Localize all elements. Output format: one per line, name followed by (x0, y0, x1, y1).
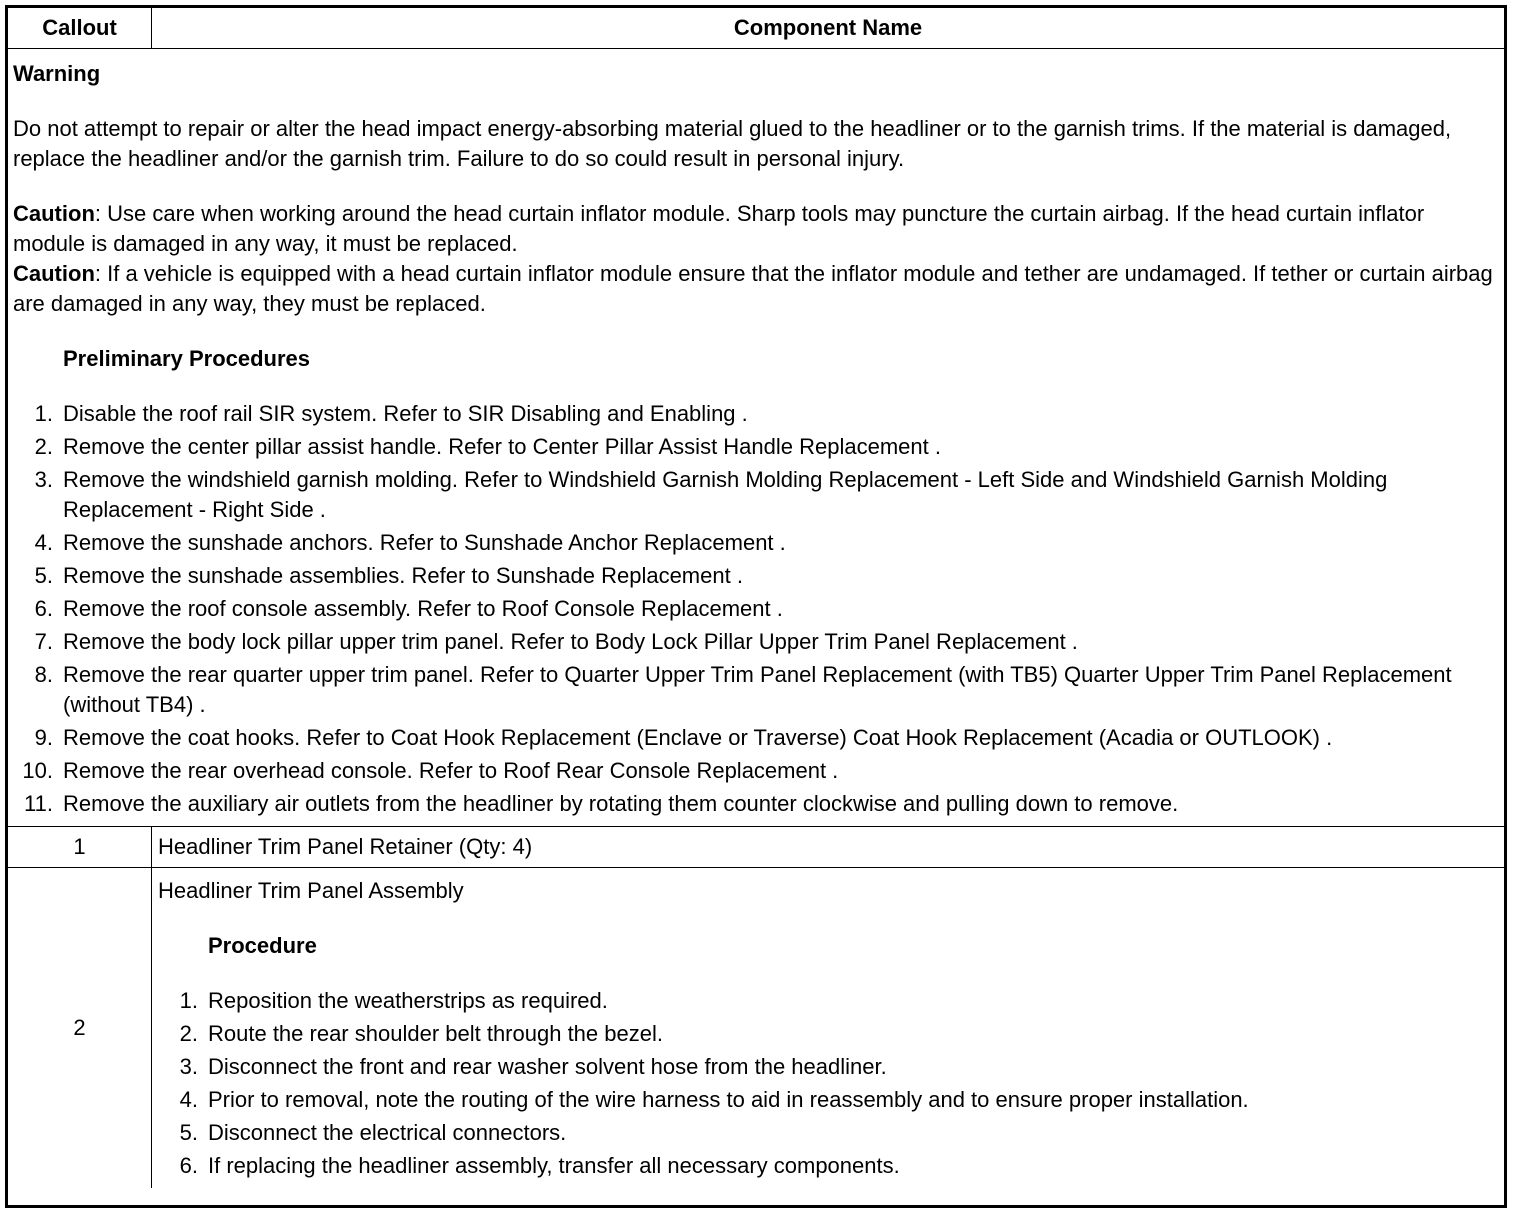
list-item (158, 1118, 1499, 1148)
list-item (13, 528, 1499, 558)
procedure-title: Procedure (208, 933, 317, 958)
procedure-steps-list (158, 986, 1499, 1181)
list-item (13, 660, 1499, 720)
warning-text: Do not attempt to repair or alter the head impact energy-absorbing material glued to the headliner or to the garnish trims. If the material is damaged, replace the headliner and/or the garnish trim. Failure to do so could result in personal injury. (13, 116, 1452, 171)
step-text: Remove the sunshade anchors. Refer to Sunshade Anchor Replacement . (63, 530, 786, 555)
table-row (8, 827, 1504, 868)
step-number: 5. (34, 563, 53, 588)
caution-text: : If a vehicle is equipped with a head curtain inflator module ensure that the inflator module and tether are undamaged. If tether or curtain airbag are damaged in any way, they must be replaced. (13, 261, 1493, 316)
component-table-document (5, 5, 1507, 1208)
step-number: 6. (34, 596, 53, 621)
table-header-row (8, 8, 1504, 49)
step-number: 10. (22, 758, 53, 783)
component-name-header: Component Name (152, 8, 1505, 49)
caution-label: Caution (13, 261, 95, 286)
step-text: Disconnect the front and rear washer solvent hose from the headliner. (208, 1054, 887, 1079)
step-number: 9. (34, 725, 53, 750)
component-cell (152, 868, 1505, 1189)
preliminary-procedures-title: Preliminary Procedures (63, 346, 311, 371)
step-text: Remove the coat hooks. Refer to Coat Hook Replacement (Enclave or Traverse) Coat Hook Replacement (Acadia or OUTLOOK) . (63, 725, 1333, 750)
step-text: Reposition the weatherstrips as required. (208, 988, 608, 1013)
step-text: Remove the rear overhead console. Refer to Roof Rear Console Replacement . (63, 758, 839, 783)
list-item (158, 986, 1499, 1016)
component-name: Headliner Trim Panel Assembly (158, 878, 464, 903)
warning-row (8, 49, 1504, 827)
step-text: Disable the roof rail SIR system. Refer to SIR Disabling and Enabling . (63, 401, 748, 426)
caution-text: : Use care when working around the head curtain inflator module. Sharp tools may puncture the curtain airbag. If the head curtain inflator module is damaged in any way, it must be replaced. (13, 201, 1425, 256)
step-text: Remove the windshield garnish molding. Refer to Windshield Garnish Molding Replacement - Left Side and Windshield Garnish Molding Replacement - Right Side . (63, 467, 1388, 522)
step-text: Prior to removal, note the routing of the wire harness to aid in reassembly and to ensure proper installation. (208, 1087, 1249, 1112)
callout-number: 1 (8, 827, 152, 868)
table-row (8, 868, 1504, 1189)
step-text: Disconnect the electrical connectors. (208, 1120, 567, 1145)
callout-header: Callout (8, 8, 152, 49)
step-number: 11. (24, 791, 53, 816)
step-number: 3. (34, 467, 53, 492)
warning-title: Warning (13, 61, 101, 86)
step-number: 6. (179, 1153, 198, 1178)
caution-note (13, 259, 1499, 319)
step-number: 2. (34, 434, 53, 459)
step-number: 3. (179, 1054, 198, 1079)
list-item (13, 789, 1499, 819)
list-item (13, 561, 1499, 591)
step-number: 8. (34, 662, 53, 687)
list-item (13, 432, 1499, 462)
step-number: 4. (179, 1087, 198, 1112)
callout-number: 2 (8, 868, 152, 1189)
list-item (13, 723, 1499, 753)
list-item (158, 1052, 1499, 1082)
step-number: 1. (34, 401, 53, 426)
step-text: Remove the rear quarter upper trim panel. Refer to Quarter Upper Trim Panel Replacement (with TB5) Quarter Upper Trim Panel Replacement (without TB4) . (63, 662, 1452, 717)
step-text: If replacing the headliner assembly, transfer all necessary components. (208, 1153, 900, 1178)
list-item (158, 1085, 1499, 1115)
component-table (8, 8, 1504, 1188)
list-item (13, 399, 1499, 429)
list-item (13, 465, 1499, 525)
list-item (13, 756, 1499, 786)
warning-cell (8, 49, 1504, 827)
step-text: Remove the center pillar assist handle. Refer to Center Pillar Assist Handle Replacement . (63, 434, 941, 459)
step-text: Remove the sunshade assemblies. Refer to Sunshade Replacement . (63, 563, 743, 588)
step-text: Remove the auxiliary air outlets from the headliner by rotating them counter clockwise and pulling down to remove. (63, 791, 1179, 816)
step-text: Remove the body lock pillar upper trim panel. Refer to Body Lock Pillar Upper Trim Panel Replacement . (63, 629, 1078, 654)
step-number: 7. (34, 629, 53, 654)
list-item (158, 1019, 1499, 1049)
list-item (13, 627, 1499, 657)
step-text: Remove the roof console assembly. Refer to Roof Console Replacement . (63, 596, 783, 621)
step-number: 2. (179, 1021, 198, 1046)
list-item (13, 594, 1499, 624)
step-number: 1. (179, 988, 198, 1013)
step-number: 5. (179, 1120, 198, 1145)
caution-note (13, 199, 1499, 259)
list-item (158, 1151, 1499, 1181)
step-text: Route the rear shoulder belt through the bezel. (208, 1021, 663, 1046)
step-number: 4. (34, 530, 53, 555)
preliminary-steps-list (13, 399, 1499, 819)
component-name: Headliner Trim Panel Retainer (Qty: 4) (152, 827, 1505, 868)
caution-label: Caution (13, 201, 95, 226)
